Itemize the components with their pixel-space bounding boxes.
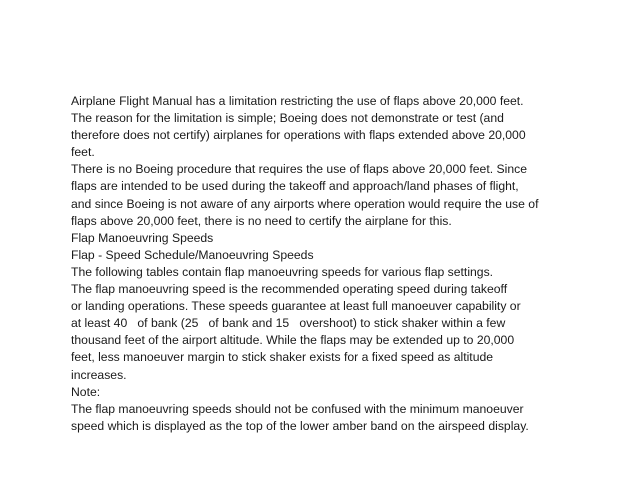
text-line: at least 40 of bank (25 of bank and 15 overshoot) to stick shaker within a few — [71, 316, 506, 331]
text-line: increases. — [71, 367, 127, 382]
text-line: Airplane Flight Manual has a limitation restricting the use of flaps above 20,000 feet. — [71, 94, 524, 108]
text-line: or landing operations. These speeds guarantee at least full manoeuver capability or — [71, 299, 521, 314]
text-line: The reason for the limitation is simple; Boeing does not demonstrate or test (and — [71, 111, 504, 126]
text-line: flaps above 20,000 feet, there is no need to certify the airplane for this. — [71, 213, 452, 228]
text-line: The flap manoeuvring speeds should not be confused with the minimum manoeuver — [71, 401, 524, 416]
document-text — [71, 93, 631, 435]
text-line: therefore does not certify) airplanes for operations with flaps extended above 20,000 — [71, 128, 526, 143]
section-subheading: Flap - Speed Schedule/Manoeuvring Speeds — [71, 247, 314, 262]
text-line: flaps are intended to be used during the takeoff and approach/land phases of flight, — [71, 179, 519, 194]
text-line: feet, less manoeuver margin to stick shaker exists for a fixed speed as altitude — [71, 350, 494, 365]
section-heading: Flap Manoeuvring Speeds — [71, 230, 214, 245]
text-line: The following tables contain flap manoeuvring speeds for various flap settings. — [71, 264, 494, 279]
text-line: The flap manoeuvring speed is the recommended operating speed during takeoff — [71, 282, 508, 297]
note-label: Note: — [71, 384, 101, 399]
text-line: speed which is displayed as the top of the lower amber band on the airspeed display. — [71, 418, 529, 433]
text-line: and since Boeing is not aware of any airports where operation would require the use of — [71, 196, 539, 211]
text-line: feet. — [71, 145, 95, 160]
text-line: thousand feet of the airport altitude. While the flaps may be extended up to 20,000 — [71, 333, 515, 348]
text-line: There is no Boeing procedure that requires the use of flaps above 20,000 feet. Since — [71, 162, 527, 177]
